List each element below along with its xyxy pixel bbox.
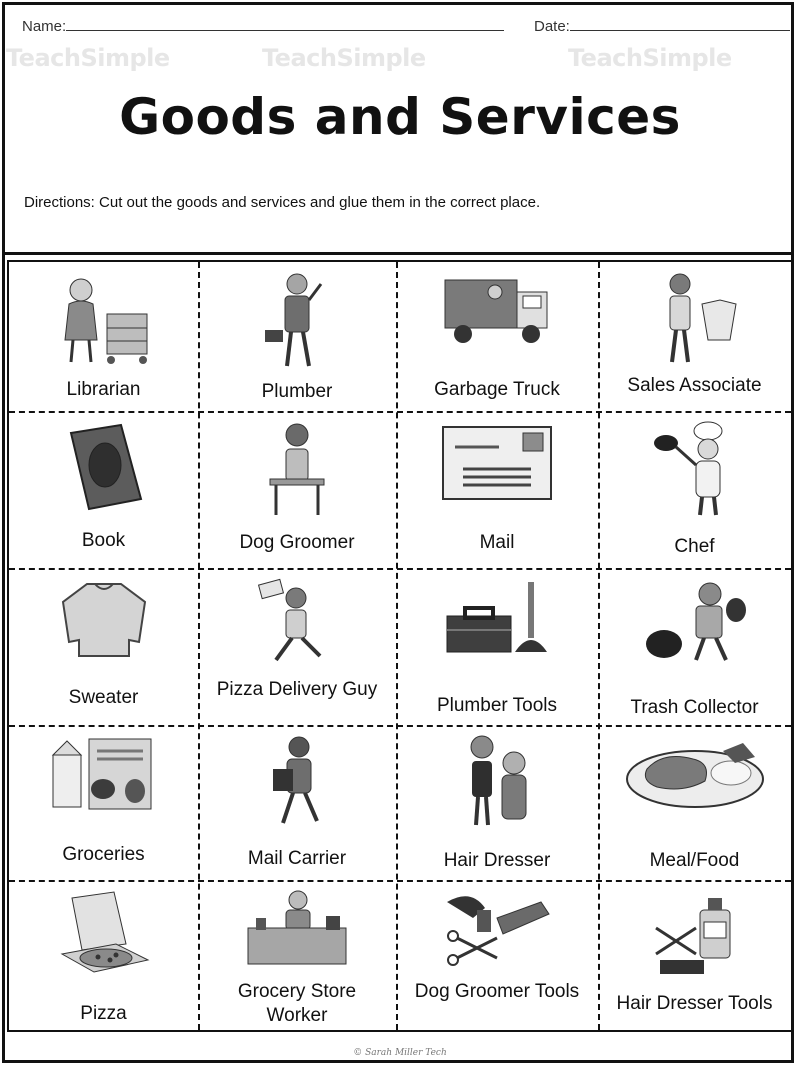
book-icon <box>59 419 149 515</box>
card-hair-dresser[interactable] <box>396 725 598 880</box>
card-garbage-truck[interactable] <box>396 262 598 411</box>
name-field[interactable] <box>22 18 504 35</box>
groceries-icon <box>49 733 159 823</box>
card-label: Hair Dresser <box>443 850 551 871</box>
card-label: Librarian <box>66 379 141 400</box>
card-mail-carrier[interactable] <box>198 725 396 880</box>
page-title: Goods and Services <box>119 88 681 146</box>
card-sweater[interactable] <box>9 568 198 725</box>
card-label: Hair Dresser Tools <box>616 993 773 1014</box>
card-label: Dog Groomer <box>239 532 355 553</box>
card-label: Trash Collector <box>630 697 759 718</box>
name-line <box>66 18 504 31</box>
date-line <box>570 18 790 31</box>
hair-tools-icon <box>650 888 740 984</box>
garbage-truck-icon <box>437 270 557 350</box>
card-label: Pizza <box>80 1003 127 1024</box>
card-label: Meal/Food <box>649 850 740 871</box>
watermark: TeachSimple <box>262 44 426 72</box>
sales-associate-icon <box>650 270 740 366</box>
chef-icon <box>650 419 740 519</box>
card-trash-collector[interactable] <box>598 568 791 725</box>
name-label: Name: <box>22 18 67 35</box>
sweater-icon <box>59 576 149 660</box>
card-label: Book <box>81 530 126 551</box>
card-label: Chef <box>674 536 715 557</box>
card-pizza-delivery[interactable] <box>198 568 396 725</box>
pizza-box-icon <box>54 888 154 984</box>
card-grocery-store-worker[interactable] <box>198 880 396 1030</box>
watermark: TeachSimple <box>568 44 732 72</box>
dog-groomer-icon <box>262 419 332 519</box>
mail-carrier-icon <box>257 733 337 829</box>
date-field[interactable] <box>534 18 790 35</box>
toolbox-plunger-icon <box>441 576 553 664</box>
card-pizza[interactable] <box>9 880 198 1030</box>
meal-plate-icon <box>623 733 767 813</box>
card-label: Grocery Store Worker <box>237 981 357 1026</box>
card-groceries[interactable] <box>9 725 198 880</box>
card-label: Sales Associate <box>627 375 762 396</box>
card-hair-dresser-tools[interactable] <box>598 880 791 1030</box>
grooming-tools-icon <box>437 888 557 968</box>
pizza-delivery-icon <box>252 576 342 664</box>
card-label: Garbage Truck <box>434 379 560 400</box>
card-plumber[interactable] <box>198 262 396 411</box>
watermark: TeachSimple <box>6 44 170 72</box>
card-label: Mail Carrier <box>247 848 347 869</box>
card-librarian[interactable] <box>9 262 198 411</box>
card-label: Plumber Tools <box>436 695 558 716</box>
card-sales-associate[interactable] <box>598 262 791 411</box>
card-book[interactable] <box>9 411 198 568</box>
librarian-icon <box>49 270 159 370</box>
card-chef[interactable] <box>598 411 791 568</box>
card-label: Mail <box>479 532 515 553</box>
hair-dresser-icon <box>452 733 542 829</box>
card-label: Plumber <box>261 381 333 402</box>
copyright-footer: © Sarah Miller Tech <box>353 1048 447 1058</box>
card-plumber-tools[interactable] <box>396 568 598 725</box>
card-label: Pizza Delivery Guy <box>216 679 378 700</box>
trash-collector-icon <box>640 576 750 666</box>
card-label: Dog Groomer Tools <box>414 981 580 1002</box>
card-meal-food[interactable] <box>598 725 791 880</box>
grocery-worker-icon <box>242 888 352 968</box>
header-divider <box>2 252 794 255</box>
plumber-icon <box>257 270 337 374</box>
directions-text: Directions: Cut out the goods and services and glue them in the correct place. <box>24 194 541 211</box>
card-dog-groomer-tools[interactable] <box>396 880 598 1030</box>
card-dog-groomer[interactable] <box>198 411 396 568</box>
card-grid <box>7 260 793 1032</box>
date-label: Date: <box>534 18 570 35</box>
card-label: Groceries <box>62 844 145 865</box>
mail-envelope-icon <box>439 419 555 503</box>
card-mail[interactable] <box>396 411 598 568</box>
card-label: Sweater <box>68 687 139 708</box>
